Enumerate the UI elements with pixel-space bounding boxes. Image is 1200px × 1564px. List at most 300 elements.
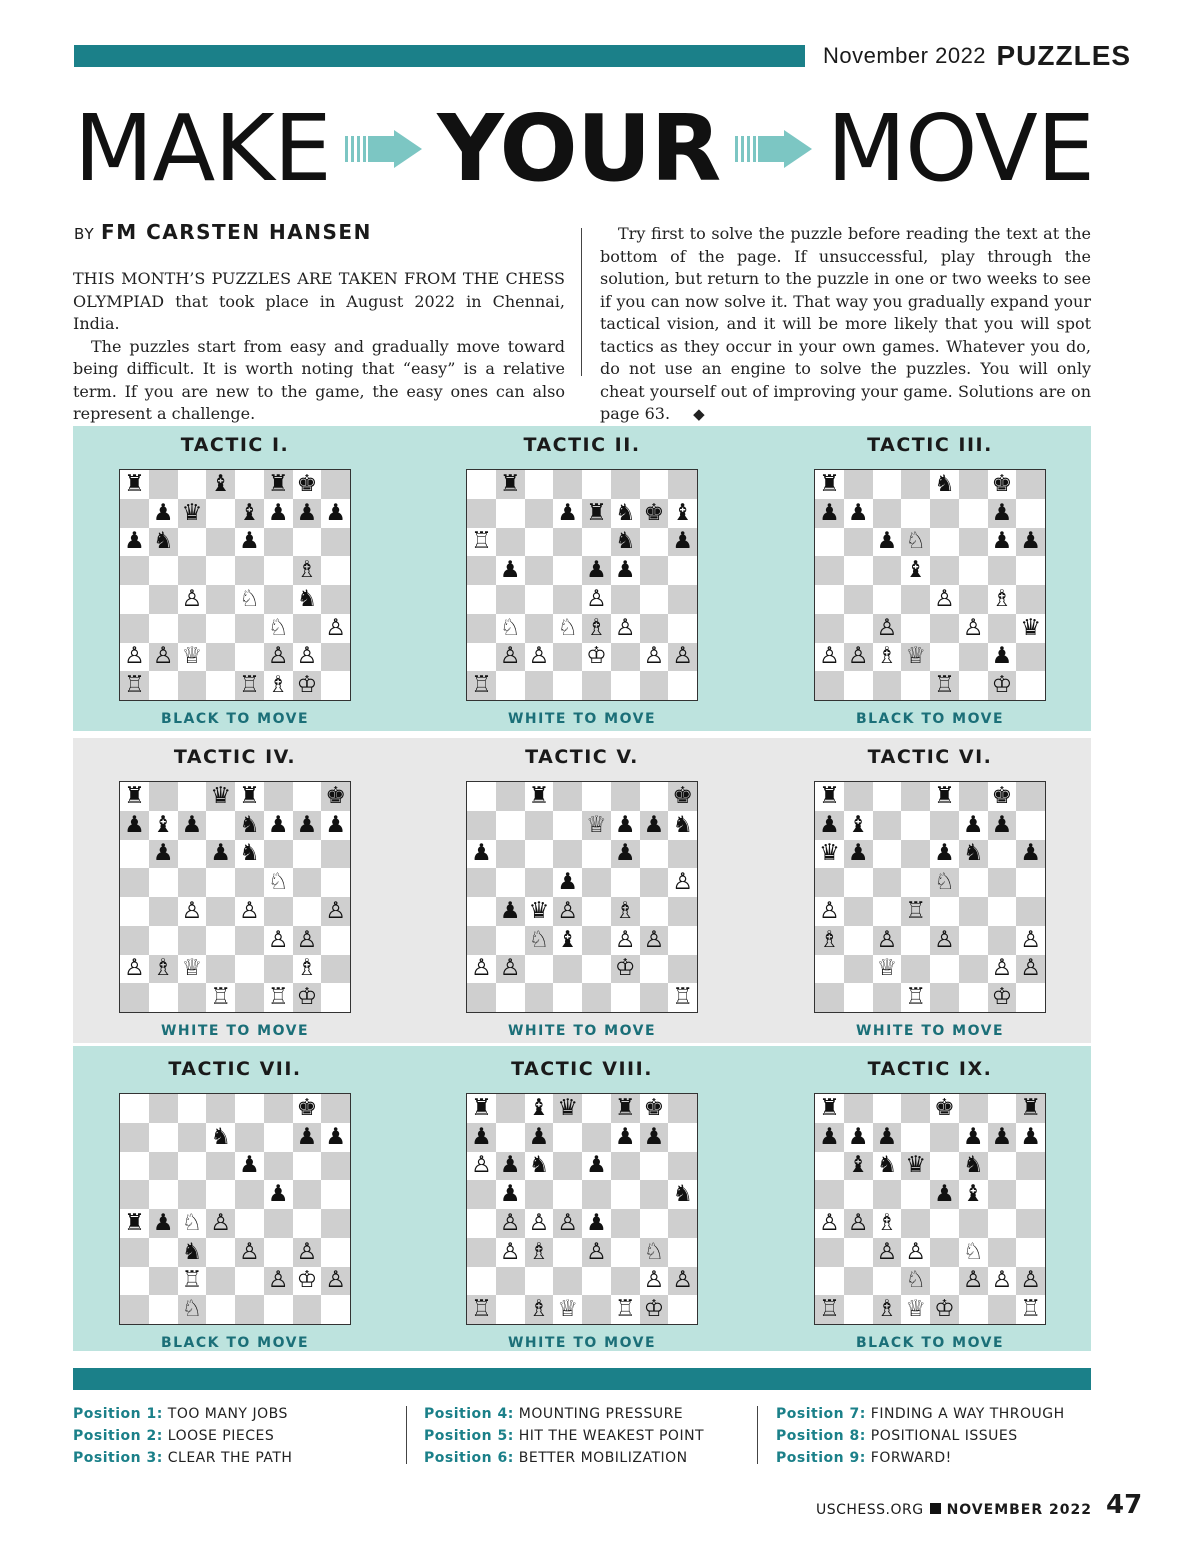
board-square: [235, 528, 264, 557]
board-square: [844, 671, 873, 700]
tactic-card: [814, 745, 1046, 1039]
white-king-icon: ♔: [991, 984, 1013, 1011]
black-knight-icon: ♞: [672, 811, 693, 838]
tactic-card: [814, 433, 1046, 727]
white-rook-icon: ♖: [672, 984, 693, 1011]
board-square: [611, 1123, 640, 1152]
hint-text: CLEAR THE PATH: [167, 1450, 293, 1466]
board-square: [988, 1267, 1017, 1296]
black-queen-icon: ♛: [528, 897, 550, 924]
board-square: [901, 643, 930, 672]
page-number: 47: [1106, 1490, 1143, 1520]
board-square: [988, 470, 1017, 499]
board-square: [930, 585, 959, 614]
tactic-card: [814, 1057, 1046, 1351]
board-square: [496, 1238, 525, 1267]
hint-label: Position 2:: [73, 1428, 163, 1444]
board-square: [1016, 585, 1045, 614]
board-square: [496, 643, 525, 672]
black-pawn-icon: ♟: [847, 1123, 869, 1150]
board-square: [930, 671, 959, 700]
white-rook-icon: ♖: [905, 984, 926, 1011]
board-square: [815, 1094, 844, 1123]
white-king-icon: ♔: [296, 984, 318, 1011]
board-square: [611, 528, 640, 557]
board-square: [640, 1152, 669, 1181]
white-pawn-icon: ♙: [991, 955, 1013, 982]
board-square: [930, 1295, 959, 1324]
board-square: [496, 671, 525, 700]
board-square: [235, 983, 264, 1012]
board-square: [901, 811, 930, 840]
black-king-icon: ♚: [991, 470, 1013, 497]
board-square: [582, 1238, 611, 1267]
board-square: [959, 1209, 988, 1238]
board-square: [930, 868, 959, 897]
board-square: [553, 1123, 582, 1152]
board-square: [206, 470, 235, 499]
board-square: [264, 868, 293, 897]
white-bishop-icon: ♗: [614, 897, 636, 924]
board-square: [235, 840, 264, 869]
white-rook-icon: ♖: [905, 897, 926, 924]
board-square: [206, 556, 235, 585]
board-square: [467, 470, 496, 499]
board-square: [668, 614, 697, 643]
white-knight-icon: ♘: [643, 1238, 665, 1265]
board-square: [149, 671, 178, 700]
board-square: [467, 811, 496, 840]
board-square: [815, 614, 844, 643]
board-square: [321, 926, 350, 955]
board-square: [873, 811, 902, 840]
white-pawn-icon: ♙: [499, 643, 521, 670]
board-square: [553, 528, 582, 557]
white-rook-icon: ♖: [471, 528, 492, 555]
side-to-move: BLACK TO MOVE: [855, 1335, 1005, 1351]
board-square: [321, 1295, 350, 1324]
board-square: [1016, 671, 1045, 700]
white-king-icon: ♔: [586, 643, 607, 670]
board-square: [988, 983, 1017, 1012]
board-square: [178, 811, 207, 840]
board-square: [873, 926, 902, 955]
board-square: [930, 955, 959, 984]
white-pawn-icon: ♙: [962, 1267, 984, 1294]
board-square: [264, 983, 293, 1012]
board-square: [815, 643, 844, 672]
board-square: [293, 643, 322, 672]
board-square: [668, 643, 697, 672]
hint-label: Position 5:: [424, 1428, 514, 1444]
white-pawn-icon: ♙: [124, 643, 145, 670]
black-pawn-icon: ♟: [819, 499, 840, 526]
board-square: [120, 585, 149, 614]
white-pawn-icon: ♙: [181, 897, 203, 924]
black-rook-icon: ♜: [124, 1209, 145, 1236]
board-square: [988, 782, 1017, 811]
board-square: [1016, 811, 1045, 840]
board-square: [553, 1094, 582, 1123]
board-square: [1016, 643, 1045, 672]
board-square: [930, 499, 959, 528]
board-square: [988, 671, 1017, 700]
board-square: [120, 897, 149, 926]
board-square: [844, 1238, 873, 1267]
black-knight-icon: ♞: [934, 470, 955, 497]
board-square: [496, 1123, 525, 1152]
board-square: [1016, 1238, 1045, 1267]
board-square: [553, 671, 582, 700]
board-square: [467, 926, 496, 955]
board-square: [321, 782, 350, 811]
board-square: [525, 926, 554, 955]
side-to-move: BLACK TO MOVE: [160, 1335, 310, 1351]
white-knight-icon: ♘: [181, 1296, 203, 1323]
board-square: [553, 614, 582, 643]
chess-board: [119, 1093, 351, 1325]
white-pawn-icon: ♙: [934, 926, 955, 953]
board-square: [467, 671, 496, 700]
board-square: [1016, 897, 1045, 926]
board-square: [293, 983, 322, 1012]
white-pawn-icon: ♙: [296, 643, 318, 670]
black-king-icon: ♚: [296, 470, 318, 497]
board-square: [582, 1267, 611, 1296]
board-square: [321, 556, 350, 585]
board-square: [120, 840, 149, 869]
board-square: [206, 1238, 235, 1267]
white-pawn-icon: ♙: [1020, 955, 1041, 982]
board-square: [901, 1267, 930, 1296]
board-square: [467, 528, 496, 557]
tactic-card: [466, 745, 698, 1039]
white-pawn-icon: ♙: [876, 926, 898, 953]
board-square: [149, 643, 178, 672]
board-square: [873, 1267, 902, 1296]
board-square: [496, 614, 525, 643]
side-to-move: WHITE TO MOVE: [160, 1023, 310, 1039]
black-knight-icon: ♞: [614, 528, 636, 555]
black-pawn-icon: ♟: [152, 840, 174, 867]
board-square: [293, 1295, 322, 1324]
black-rook-icon: ♜: [499, 470, 521, 497]
white-pawn-icon: ♙: [586, 585, 607, 612]
black-knight-icon: ♞: [181, 1238, 203, 1265]
board-square: [120, 983, 149, 1012]
hint-item: [73, 1425, 292, 1447]
board-square: [959, 782, 988, 811]
board-square: [988, 1295, 1017, 1324]
board-square: [640, 499, 669, 528]
board-square: [640, 1295, 669, 1324]
board-square: [901, 1123, 930, 1152]
board-square: [206, 643, 235, 672]
board-square: [873, 897, 902, 926]
board-square: [149, 955, 178, 984]
board-square: [959, 955, 988, 984]
black-pawn-icon: ♟: [876, 528, 898, 555]
board-square: [467, 1180, 496, 1209]
white-pawn-icon: ♙: [991, 1267, 1013, 1294]
black-pawn-icon: ♟: [586, 1209, 607, 1236]
board-square: [293, 811, 322, 840]
black-pawn-icon: ♟: [325, 1123, 346, 1150]
board-square: [235, 1094, 264, 1123]
board-square: [553, 1180, 582, 1209]
board-square: [293, 499, 322, 528]
black-rook-icon: ♜: [528, 782, 550, 809]
board-square: [553, 1209, 582, 1238]
board-square: [321, 1152, 350, 1181]
board-square: [321, 1123, 350, 1152]
board-square: [901, 1180, 930, 1209]
board-square: [668, 556, 697, 585]
board-square: [149, 926, 178, 955]
board-square: [668, 926, 697, 955]
board-square: [873, 1238, 902, 1267]
byline-by: BY: [74, 225, 95, 243]
black-knight-icon: ♞: [962, 840, 984, 867]
board-square: [959, 1238, 988, 1267]
white-rook-icon: ♖: [210, 984, 231, 1011]
board-square: [901, 1094, 930, 1123]
board-square: [178, 1152, 207, 1181]
board-square: [582, 470, 611, 499]
board-square: [235, 556, 264, 585]
black-bishop-icon: ♝: [905, 557, 926, 584]
board-square: [525, 1267, 554, 1296]
black-king-icon: ♚: [934, 1094, 955, 1121]
board-square: [149, 614, 178, 643]
board-square: [467, 1123, 496, 1152]
board-square: [988, 1180, 1017, 1209]
board-square: [206, 811, 235, 840]
board-square: [149, 528, 178, 557]
black-pawn-icon: ♟: [296, 1123, 318, 1150]
board-square: [206, 926, 235, 955]
black-pawn-icon: ♟: [267, 1181, 289, 1208]
board-square: [582, 897, 611, 926]
white-pawn-icon: ♙: [296, 1238, 318, 1265]
board-square: [815, 811, 844, 840]
board-square: [959, 1152, 988, 1181]
board-square: [496, 1094, 525, 1123]
board-square: [496, 556, 525, 585]
board-square: [496, 1267, 525, 1296]
board-square: [264, 1267, 293, 1296]
byline: [74, 220, 372, 244]
board-square: [815, 1123, 844, 1152]
board-square: [206, 868, 235, 897]
black-pawn-icon: ♟: [124, 528, 145, 555]
white-knight-icon: ♘: [499, 614, 521, 641]
board-square: [149, 868, 178, 897]
board-square: [321, 897, 350, 926]
black-pawn-icon: ♟: [876, 1123, 898, 1150]
board-square: [873, 782, 902, 811]
white-pawn-icon: ♙: [643, 926, 665, 953]
board-square: [496, 811, 525, 840]
white-pawn-icon: ♙: [267, 1267, 289, 1294]
board-square: [467, 585, 496, 614]
white-pawn-icon: ♙: [962, 614, 984, 641]
board-square: [553, 1238, 582, 1267]
board-square: [640, 897, 669, 926]
board-square: [235, 782, 264, 811]
board-square: [611, 1295, 640, 1324]
tactic-title: TACTIC VIII.: [511, 1058, 653, 1080]
white-pawn-icon: ♙: [847, 643, 869, 670]
white-pawn-icon: ♙: [819, 897, 840, 924]
board-square: [1016, 1209, 1045, 1238]
board-square: [178, 614, 207, 643]
board-square: [553, 811, 582, 840]
white-pawn-icon: ♙: [528, 643, 550, 670]
board-square: [178, 868, 207, 897]
tactic-card: [119, 1057, 351, 1351]
white-knight-icon: ♘: [181, 1209, 203, 1236]
board-square: [149, 1123, 178, 1152]
white-pawn-icon: ♙: [239, 1238, 260, 1265]
black-knight-icon: ♞: [962, 1152, 984, 1179]
white-pawn-icon: ♙: [643, 1267, 665, 1294]
hint-label: Position 9:: [776, 1450, 866, 1466]
board-square: [149, 811, 178, 840]
black-bishop-icon: ♝: [239, 499, 260, 526]
board-square: [873, 470, 902, 499]
hint-text: FINDING A WAY THROUGH: [870, 1406, 1065, 1422]
board-square: [178, 983, 207, 1012]
black-pawn-icon: ♟: [672, 528, 693, 555]
board-square: [293, 671, 322, 700]
board-square: [640, 1123, 669, 1152]
bottom-accent-bar: [73, 1368, 1091, 1390]
white-bishop-icon: ♗: [296, 557, 318, 584]
hint-item: [776, 1447, 1065, 1469]
black-rook-icon: ♜: [819, 470, 840, 497]
board-square: [930, 1238, 959, 1267]
black-king-icon: ♚: [643, 1094, 665, 1121]
board-square: [264, 1180, 293, 1209]
board-square: [1016, 868, 1045, 897]
board-square: [525, 1180, 554, 1209]
black-pawn-icon: ♟: [819, 811, 840, 838]
black-queen-icon: ♛: [905, 1152, 926, 1179]
tactic-title: TACTIC VII.: [168, 1058, 302, 1080]
hint-text: LOOSE PIECES: [167, 1428, 275, 1444]
board-square: [668, 782, 697, 811]
board-square: [467, 840, 496, 869]
board-square: [582, 1180, 611, 1209]
board-square: [120, 1152, 149, 1181]
board-square: [235, 897, 264, 926]
hint-item: [73, 1403, 292, 1425]
board-square: [901, 782, 930, 811]
board-square: [611, 868, 640, 897]
hints-column: [776, 1403, 1065, 1469]
black-king-icon: ♚: [672, 782, 693, 809]
black-pawn-icon: ♟: [239, 1152, 260, 1179]
board-square: [640, 1267, 669, 1296]
board-square: [293, 1152, 322, 1181]
board-square: [668, 955, 697, 984]
board-square: [235, 1238, 264, 1267]
tactic-title: TACTIC IX.: [867, 1058, 993, 1080]
board-square: [553, 499, 582, 528]
board-square: [235, 868, 264, 897]
board-square: [640, 585, 669, 614]
board-square: [959, 470, 988, 499]
white-pawn-icon: ♙: [181, 585, 203, 612]
board-square: [844, 1295, 873, 1324]
board-square: [206, 1123, 235, 1152]
board-square: [120, 556, 149, 585]
white-rook-icon: ♖: [181, 1267, 203, 1294]
black-king-icon: ♚: [296, 1094, 318, 1121]
board-square: [553, 470, 582, 499]
board-square: [321, 840, 350, 869]
white-bishop-icon: ♗: [296, 955, 318, 982]
board-square: [988, 643, 1017, 672]
board-square: [582, 1123, 611, 1152]
intro-paragraph: The puzzles start from easy and gradually move toward being difficult. It is worth noting that “easy” is a relative term. If you are new to the game, the easy ones can also represent a challenge.: [73, 336, 565, 423]
board-square: [1016, 1094, 1045, 1123]
board-square: [959, 528, 988, 557]
white-pawn-icon: ♙: [528, 1209, 550, 1236]
chess-board: [814, 469, 1046, 701]
board-square: [235, 614, 264, 643]
board-square: [815, 868, 844, 897]
board-square: [611, 840, 640, 869]
board-square: [149, 556, 178, 585]
white-pawn-icon: ♙: [905, 1238, 926, 1265]
board-square: [901, 556, 930, 585]
chess-board: [466, 781, 698, 1013]
board-square: [611, 470, 640, 499]
black-pawn-icon: ♟: [499, 1152, 521, 1179]
board-square: [525, 671, 554, 700]
board-square: [640, 470, 669, 499]
board-square: [930, 811, 959, 840]
board-square: [959, 671, 988, 700]
board-square: [611, 1180, 640, 1209]
board-square: [149, 1238, 178, 1267]
board-square: [815, 840, 844, 869]
black-knight-icon: ♞: [210, 1123, 231, 1150]
white-knight-icon: ♘: [557, 614, 578, 641]
board-square: [1016, 782, 1045, 811]
white-rook-icon: ♖: [267, 984, 289, 1011]
black-pawn-icon: ♟: [819, 1123, 840, 1150]
board-square: [321, 585, 350, 614]
board-square: [525, 811, 554, 840]
board-square: [1016, 1123, 1045, 1152]
board-square: [844, 1152, 873, 1181]
black-pawn-icon: ♟: [124, 811, 145, 838]
white-pawn-icon: ♙: [1020, 1267, 1041, 1294]
board-square: [293, 1094, 322, 1123]
board-square: [1016, 614, 1045, 643]
board-square: [525, 1209, 554, 1238]
board-square: [120, 926, 149, 955]
board-square: [149, 897, 178, 926]
board-square: [496, 926, 525, 955]
board-square: [873, 840, 902, 869]
side-to-move: BLACK TO MOVE: [160, 711, 310, 727]
board-square: [264, 1123, 293, 1152]
black-queen-icon: ♛: [557, 1094, 578, 1121]
